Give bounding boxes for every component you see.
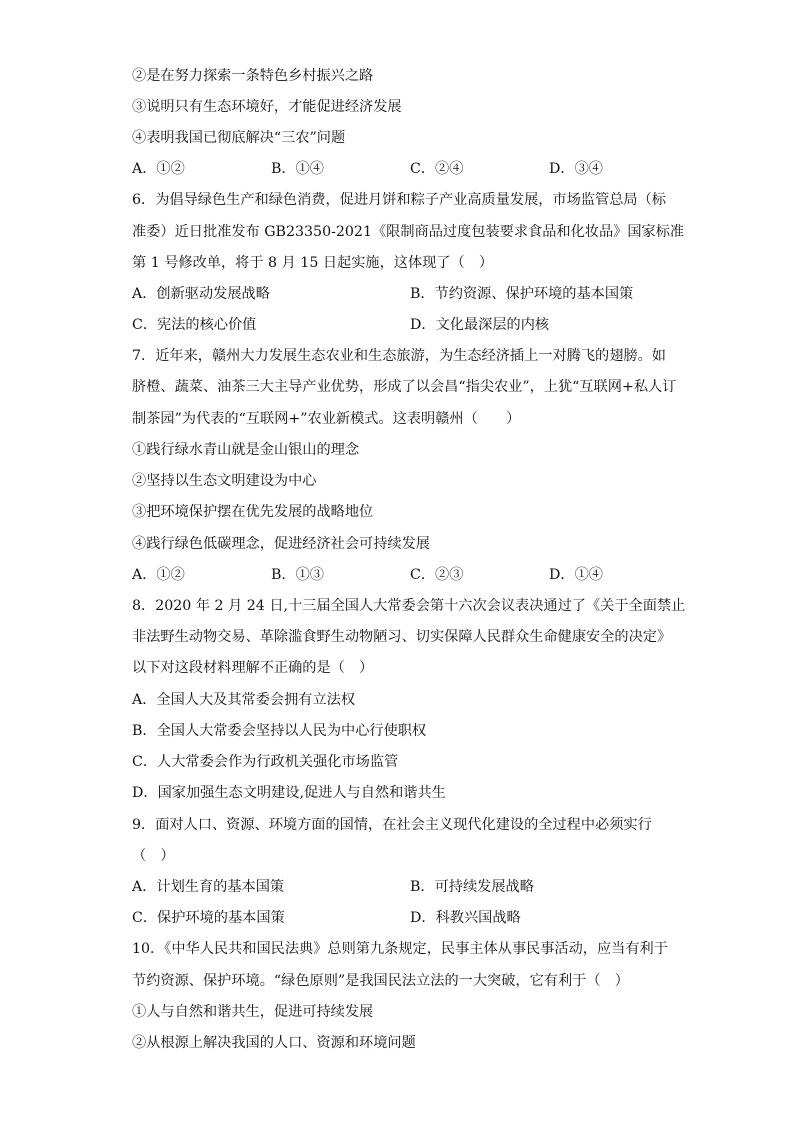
q8-stem-line-1: 8．2020 年 2 月 24 日,十三届全国人大常委会第十六次会议表决通过了《关于全面禁止	[132, 598, 686, 614]
q5-option-a: A．①②	[132, 161, 185, 177]
q5-statement-3: ③说明只有生态环境好，才能促进经济发展	[132, 99, 402, 115]
q7-option-a: A．①②	[132, 567, 185, 583]
q5-option-b: B．①④	[271, 161, 324, 177]
q7-option-d: D．①④	[549, 567, 603, 583]
q8-option-b: B．全国人大常委会坚持以人民为中心行使职权	[132, 723, 427, 739]
q5-option-c: C．②④	[410, 161, 464, 177]
q8-option-d: D．国家加强生态文明建设,促进人与自然和谐共生	[132, 785, 446, 801]
q8-stem-line-3: 以下对这段材料理解不正确的是（ ）	[132, 660, 374, 676]
q5-statement-2: ②是在努力探索一条特色乡村振兴之路	[132, 68, 374, 84]
q5-statement-4: ④表明我国已彻底解决“三农”问题	[132, 130, 346, 146]
q6-option-b: B．节约资源、保护环境的基本国策	[410, 286, 634, 302]
q9-option-b: B．可持续发展战略	[410, 879, 534, 895]
q7-statement-2: ②坚持以生态文明建设为中心	[132, 473, 317, 489]
q6-option-a: A．创新驱动发展战略	[132, 286, 270, 302]
q6-option-c: C．宪法的核心价值	[132, 317, 257, 333]
q10-stem-line-1: 10．《中华人民共和国民法典》总则第九条规定，民事主体从事民事活动，应当有利于	[132, 941, 668, 957]
q9-option-a: A．计划生育的基本国策	[132, 879, 285, 895]
q9-stem-line-1: 9．面对人口、资源、环境方面的国情，在社会主义现代化建设的全过程中必须实行	[132, 817, 652, 833]
q7-option-b: B．①③	[271, 567, 324, 583]
q10-stem-line-2: 节约资源、保护环境。“绿色原则”是我国民法立法的一大突破，它有利于（ ）	[132, 973, 629, 989]
q7-stem-line-2: 脐橙、蔬菜、油茶三大主导产业优势，形成了以会昌“指尖农业”，上犹“互联网+私人订	[132, 379, 677, 395]
q6-stem-line-3: 第 1 号修改单，将于 8 月 15 日起实施，这体现了（ ）	[132, 255, 494, 271]
q7-statement-1: ①践行绿水青山就是金山银山的理念	[132, 442, 360, 458]
q7-stem-line-1: 7．近年来，赣州大力发展生态农业和生态旅游，为生态经济插上一对腾飞的翅膀。如	[132, 348, 666, 364]
q7-option-c: C．②③	[410, 567, 464, 583]
q5-option-d: D．③④	[549, 161, 603, 177]
q7-stem-line-3: 制茶园”为代表的“互联网+”农业新模式。这表明赣州（ ）	[132, 411, 521, 427]
q9-option-d: D．科教兴国战略	[410, 910, 521, 926]
q7-statement-4: ④践行绿色低碳理念，促进经济社会可持续发展	[132, 536, 430, 552]
q9-stem-line-2: （ ）	[132, 848, 175, 864]
q8-stem-line-2: 非法野生动物交易、革除滥食野生动物陋习、切实保障人民群众生命健康安全的决定》	[132, 629, 672, 645]
q7-statement-3: ③把环境保护摆在优先发展的战略地位	[132, 504, 374, 520]
q10-statement-2: ②从根源上解决我国的人口、资源和环境问题	[132, 1035, 416, 1051]
q6-stem-line-2: 准委）近日批准发布 GB23350-2021《限制商品过度包装要求食品和化妆品》国家标准	[132, 224, 685, 240]
q8-option-a: A．全国人大及其常委会拥有立法权	[132, 692, 356, 708]
q10-statement-1: ①人与自然和谐共生，促进可持续发展	[132, 1004, 374, 1020]
q8-option-c: C．人大常委会作为行政机关强化市场监管	[132, 754, 399, 770]
q6-option-d: D．文化最深层的内核	[410, 317, 550, 333]
q6-stem-line-1: 6．为倡导绿色生产和绿色消费，促进月饼和粽子产业高质量发展，市场监管总局（标	[132, 192, 666, 208]
q9-option-c: C．保护环境的基本国策	[132, 910, 285, 926]
